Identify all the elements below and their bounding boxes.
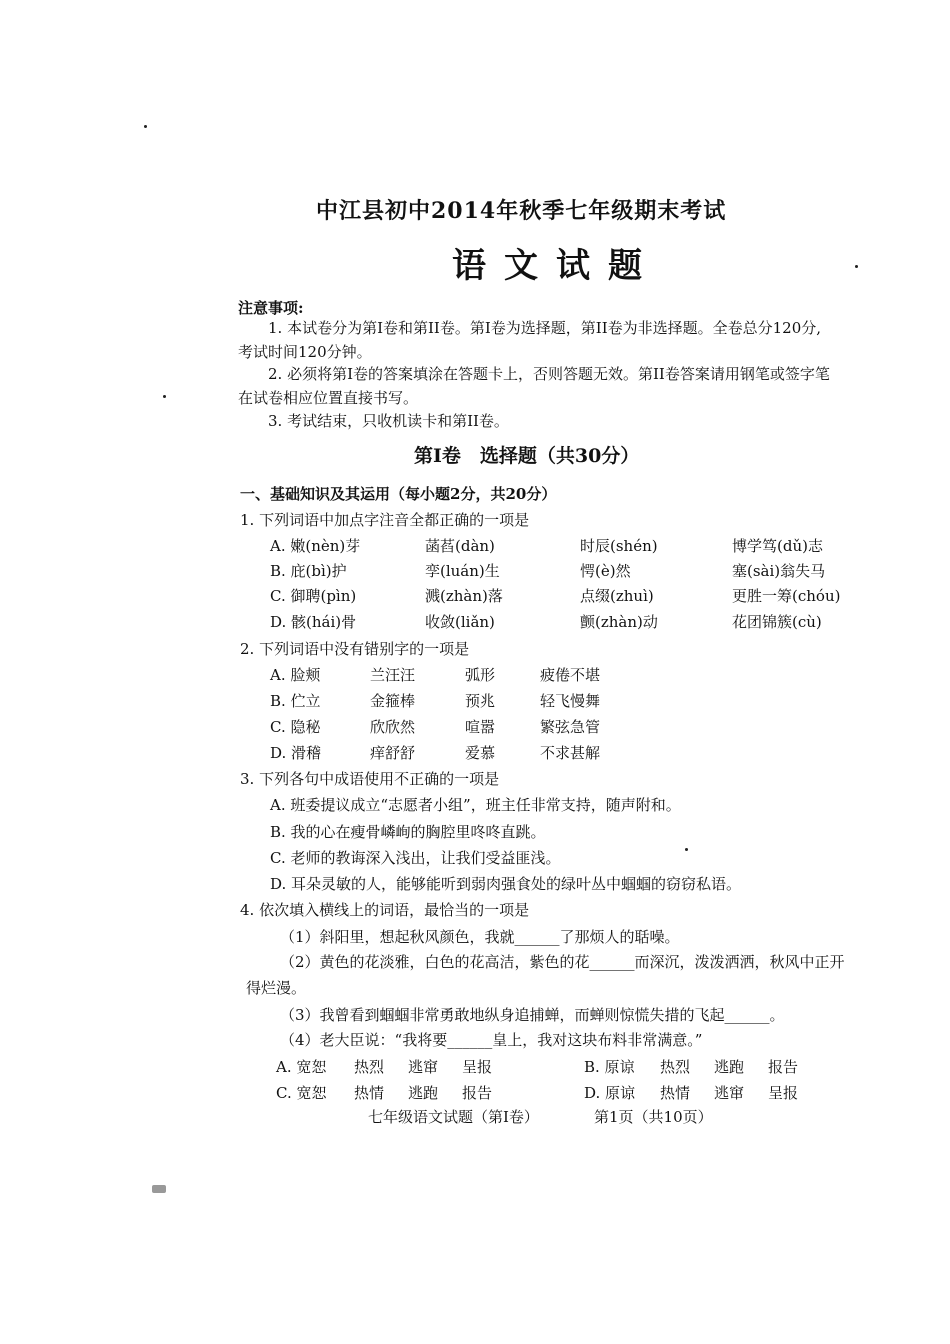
q4-word: 逃窜 (408, 1058, 439, 1076)
q4-sentence-4: （4）老大臣说：“我将要______皇上，我对这块布料非常满意。” (280, 1031, 703, 1049)
scan-speck (163, 395, 166, 398)
q2-cell: 痒舒舒 (370, 744, 416, 762)
q4-word: 逃窜 (714, 1084, 745, 1102)
q4-word: 热情 (660, 1084, 691, 1102)
q1-cell: C. 御聘(pìn) (270, 587, 357, 605)
q1-cell: 花团锦簇(cù) (732, 613, 822, 631)
q4-word: 报告 (462, 1084, 493, 1102)
q1-cell: 颤(zhàn)动 (580, 613, 658, 631)
scan-speck (685, 848, 688, 851)
q2-cell: 金箍棒 (370, 692, 416, 710)
q1-cell: 时辰(shén) (580, 537, 658, 555)
q2-cell: 疲倦不堪 (540, 666, 601, 684)
q4-word: 呈报 (462, 1058, 493, 1076)
q1-option-row (270, 585, 840, 606)
q2-stem: 2. 下列词语中没有错别字的一项是 (240, 640, 470, 658)
section1-title: 一、基础知识及其运用（每小题2分，共20分） (240, 485, 557, 503)
q4-option-c (276, 1082, 492, 1103)
q3-option: D. 耳朵灵敏的人，能够能听到弱肉强食处的绿叶丛中蝈蝈的窃窃私语。 (270, 875, 742, 893)
q4-option-b (584, 1056, 798, 1077)
notice-item-2b: 在试卷相应位置直接书写。 (238, 389, 419, 407)
q4-word: 逃跑 (408, 1084, 439, 1102)
exam-title: 中江县初中2014年秋季七年级期末考试 (316, 198, 727, 224)
q4-stem: 4. 依次填入横线上的词语，最恰当的一项是 (240, 901, 530, 919)
q2-option-row (270, 716, 600, 737)
q4-word: D. 原谅 (584, 1084, 636, 1102)
q1-cell: 收敛(liǎn) (425, 613, 495, 631)
q4-word: 呈报 (768, 1084, 799, 1102)
q2-cell: B. 伫立 (270, 692, 321, 710)
q1-cell: B. 庇(bì)护 (270, 562, 347, 580)
q1-cell: 菡萏(dàn) (425, 537, 495, 555)
notice-heading: 注意事项: (238, 299, 304, 317)
q2-option-row (270, 742, 600, 763)
exam-subtitle: 语文试题 (452, 246, 660, 286)
q4-word: B. 原谅 (584, 1058, 635, 1076)
footer-right: 第1页（共10页） (594, 1108, 713, 1126)
q2-cell: 爱慕 (465, 744, 496, 762)
q3-option: A. 班委提议成立“志愿者小组”，班主任非常支持，随声附和。 (270, 796, 681, 814)
notice-item-1a: 1. 本试卷分为第I卷和第II卷。第I卷为选择题，第II卷为非选择题。全卷总分120分, (268, 319, 822, 337)
q4-word: A. 宽恕 (276, 1058, 327, 1076)
scan-speck (855, 265, 858, 268)
q2-cell: 轻飞慢舞 (540, 692, 601, 710)
q2-cell: 预兆 (465, 692, 496, 710)
notice-item-2a: 2. 必须将第I卷的答案填涂在答题卡上，否则答题无效。第II卷答案请用钢笔或签字笔 (268, 365, 830, 383)
q2-cell: 繁弦急管 (540, 718, 601, 736)
q3-option: C. 老师的教诲深入浅出，让我们受益匪浅。 (270, 849, 561, 867)
q2-cell: C. 隐秘 (270, 718, 321, 736)
q1-cell: D. 骸(hái)骨 (270, 613, 357, 631)
q2-cell: D. 滑稽 (270, 744, 322, 762)
scan-smudge (152, 1185, 166, 1193)
notice-item-1b: 考试时间120分钟。 (238, 343, 372, 361)
q4-word: 热烈 (660, 1058, 691, 1076)
q4-sentence-1: （1）斜阳里，想起秋风颜色，我就______了那烦人的聒噪。 (280, 928, 680, 946)
q3-option: B. 我的心在瘦骨嶙峋的胸腔里咚咚直跳。 (270, 823, 546, 841)
q2-cell: 欣欣然 (370, 718, 416, 736)
q1-cell: 溅(zhàn)落 (425, 587, 503, 605)
q4-word: C. 宽恕 (276, 1084, 327, 1102)
q2-cell: 弧形 (465, 666, 496, 684)
q1-cell: 点缀(zhuì) (580, 587, 654, 605)
q4-option-a (276, 1056, 492, 1077)
scan-speck (144, 125, 147, 128)
q2-cell: A. 脸颊 (270, 666, 321, 684)
q1-option-row (270, 611, 822, 632)
q4-word: 报告 (768, 1058, 799, 1076)
q1-option-row (270, 560, 825, 581)
footer-left: 七年级语文试题（第I卷） (368, 1108, 539, 1126)
q4-sentence-2a: （2）黄色的花淡雅，白色的花高洁，紫色的花______而深沉，泼泼洒洒，秋风中正开 (280, 953, 845, 971)
notice-item-3: 3. 考试结束，只收机读卡和第II卷。 (268, 412, 509, 430)
q1-cell: 更胜一筹(chóu) (732, 587, 841, 605)
q4-sentence-2b: 得烂漫。 (246, 979, 307, 997)
q4-word: 逃跑 (714, 1058, 745, 1076)
q4-word: 热情 (354, 1084, 385, 1102)
q1-cell: 孪(luán)生 (425, 562, 500, 580)
q1-stem: 1. 下列词语中加点字注音全都正确的一项是 (240, 511, 530, 529)
q3-stem: 3. 下列各句中成语使用不正确的一项是 (240, 770, 500, 788)
part1-title: 第I卷 选择题（共30分） (414, 445, 640, 467)
q2-cell: 不求甚解 (540, 744, 601, 762)
q1-cell: 塞(sài)翁失马 (732, 562, 826, 580)
q4-word: 热烈 (354, 1058, 385, 1076)
q2-option-row (270, 690, 600, 711)
q1-cell: A. 嫩(nèn)芽 (270, 537, 361, 555)
q2-cell: 喧嚣 (465, 718, 496, 736)
q1-cell: 博学笃(dǔ)志 (732, 537, 823, 555)
q1-cell: 愕(è)然 (580, 562, 631, 580)
q2-cell: 兰汪汪 (370, 666, 416, 684)
q4-option-d (584, 1082, 798, 1103)
q1-option-row (270, 535, 823, 556)
q4-sentence-3: （3）我曾看到蝈蝈非常勇敢地纵身追捕蝉，而蝉则惊慌失措的飞起______。 (280, 1006, 785, 1024)
q2-option-row (270, 664, 600, 685)
